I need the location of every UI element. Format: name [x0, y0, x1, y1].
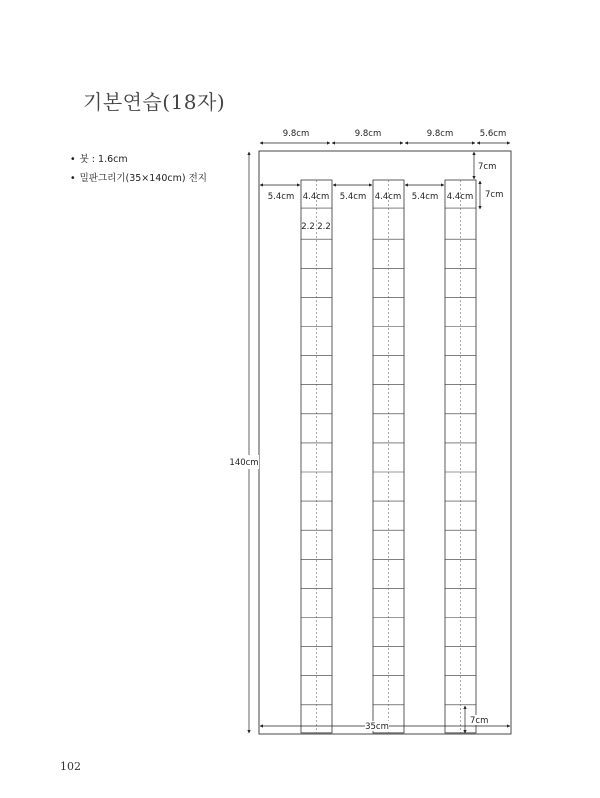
grid-columns [301, 180, 476, 733]
dim-col-3: 9.8cm [426, 129, 454, 139]
dim-cell-height: 7cm [485, 190, 504, 200]
dim-height: 140cm [229, 458, 259, 468]
grid-column-1 [301, 180, 332, 733]
dim-col-2: 9.8cm [354, 129, 382, 139]
note-paper: • 밀판그리기(35×140cm) 전지 [70, 169, 207, 188]
dim-gap-2: 5.4cm [339, 192, 367, 202]
grid-column-3 [445, 180, 476, 733]
dim-gap-3: 5.4cm [411, 192, 439, 202]
page-number: 102 [60, 760, 81, 773]
grid-column-2 [373, 180, 404, 733]
dim-top-margin: 7cm [478, 162, 497, 172]
dim-colwidth-2: 4.4cm [374, 192, 402, 202]
dim-col-1: 9.8cm [282, 129, 310, 139]
dim-colwidth-1: 4.4cm [302, 192, 330, 202]
dim-colwidth-3: 4.4cm [446, 192, 474, 202]
dim-half-right: 2.2 [317, 222, 331, 232]
dim-width: 35cm [365, 722, 389, 732]
page-title: 기본연습(18자) [83, 90, 226, 114]
dim-bottom-margin: 7cm [470, 716, 489, 726]
dim-gap-1: 5.4cm [267, 192, 295, 202]
dim-col-4: 5.6cm [479, 129, 507, 139]
dim-half-left: 2.2 [301, 222, 315, 232]
note-brush: • 붓 : 1.6cm [70, 150, 207, 169]
